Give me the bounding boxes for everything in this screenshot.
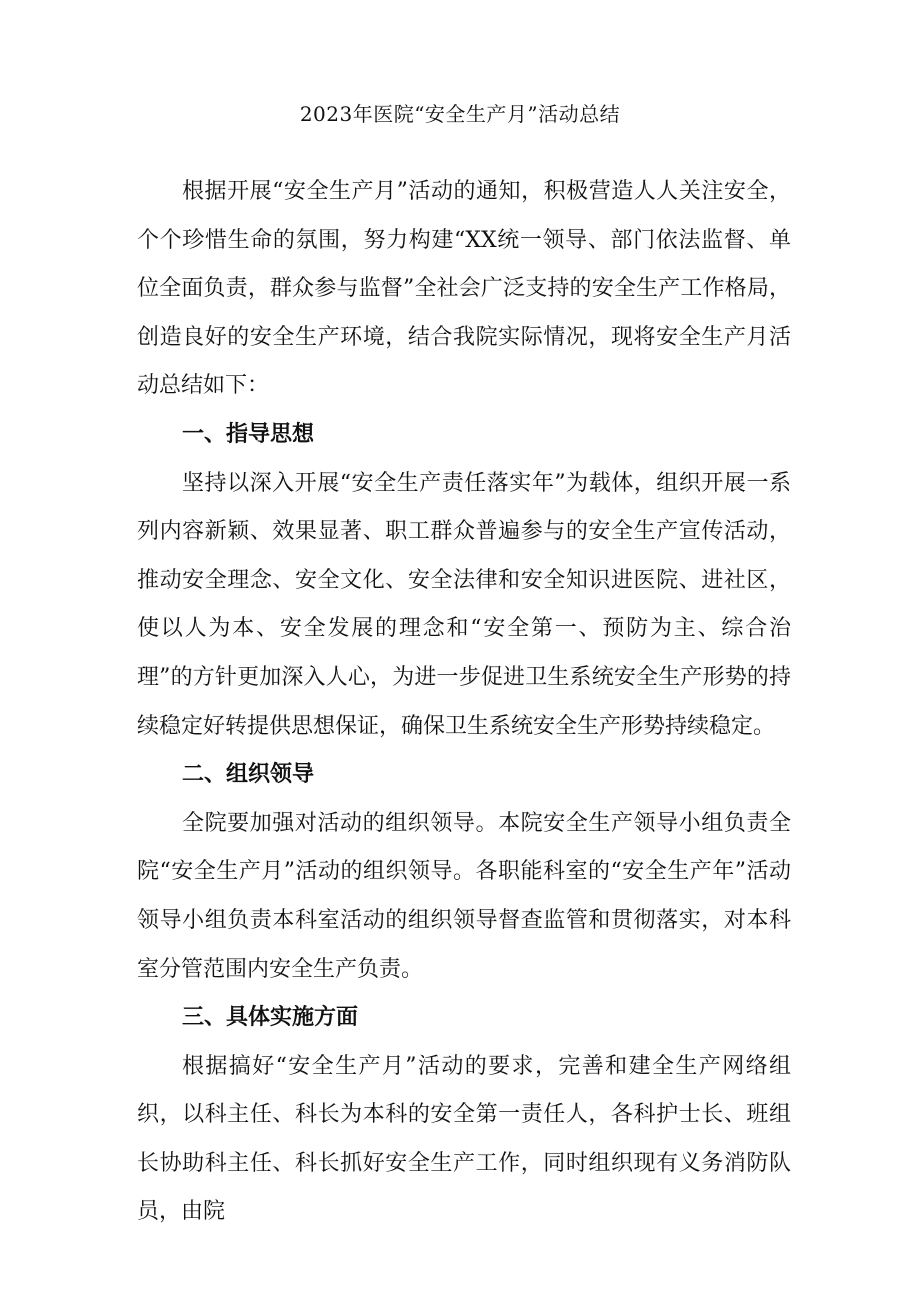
section-paragraph-organization-leadership: 全院要加强对活动的组织领导。本院安全生产领导小组负责全院“安全生产月”活动的组织领导。各职能科室的“安全生产年”活动领导小组负责本科室活动的组织领导督查监管和贯彻落实，对本科室分管范围内安全生产负责。 <box>137 810 791 982</box>
document-body <box>137 168 791 1237</box>
section-heading-organization-leadership: 二、组织领导 <box>182 762 315 788</box>
section-paragraph-guiding-ideology: 坚持以深入开展“安全生产责任落实年”为载体，组织开展一系列内容新颖、效果显著、职工群众普遍参与的安全生产宣传活动，推动安全理念、安全文化、安全法律和安全知识进医院、进社区，使以人为本、安全发展的理念和“安全第一、预防为主、综合治理”的方针更加深入人心，为进一步促进卫生系统安全生产形势的持续稳定好转提供思想保证，确保卫生系统安全生产形势持续稳定。 <box>137 470 791 739</box>
document-title: 2023年医院“安全生产月”活动总结 <box>299 102 621 126</box>
section-paragraph-implementation: 根据搞好“安全生产月”活动的要求，完善和建全生产网络组织，以科主任、科长为本科的安全第一责任人，各科护士长、班组长协助科主任、科长抓好安全生产工作，同时组织现有义务消防队员，由院 <box>137 1053 791 1225</box>
intro-paragraph: 根据开展“安全生产月”活动的通知，积极营造人人关注安全，个个珍惜生命的氛围，努力构建“XX统一领导、部门依法监督、单位全面负责，群众参与监督”全社会广泛支持的安全生产工作格局，创造良好的安全生产环境，结合我院实际情况，现将安全生产月活动总结如下： <box>137 179 791 399</box>
section-heading-implementation: 三、具体实施方面 <box>182 1005 359 1031</box>
section-heading-guiding-ideology: 一、指导思想 <box>182 421 315 447</box>
